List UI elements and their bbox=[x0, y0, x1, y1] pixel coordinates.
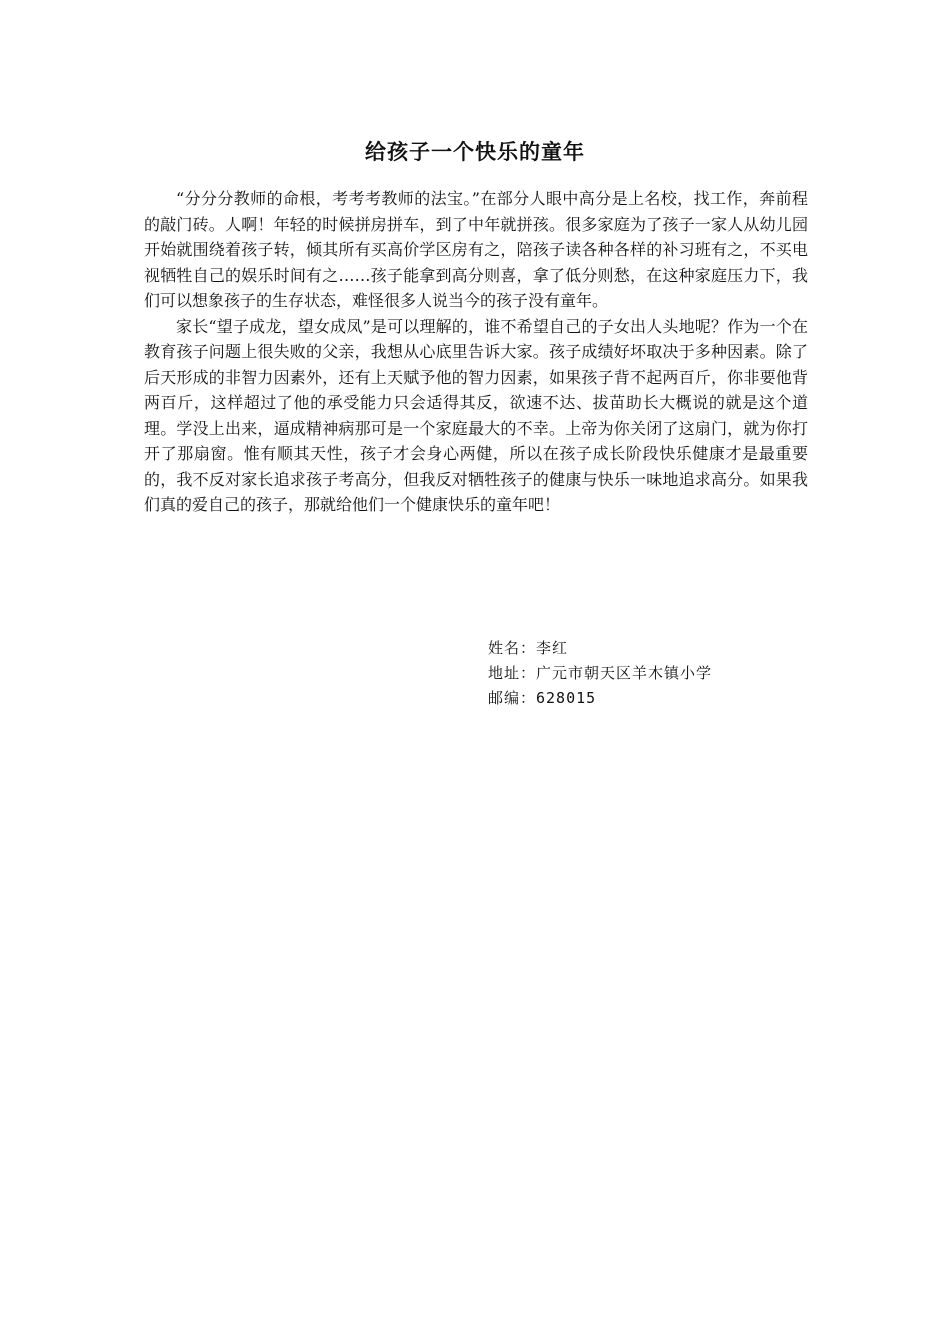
author-address: 地址：广元市朝天区羊木镇小学 bbox=[488, 664, 713, 682]
author-name: 姓名：李红 bbox=[488, 639, 569, 657]
paragraph-1: “分分分教师的命根，考考考教师的法宝。”在部分人眼中高分是上名校，找工作，奔前程的敲门砖。人啊！年轻的时候拼房拼车，到了中年就拼孩。很多家庭为了孩子一家人从幼儿园开始就围绕着孩子转，倾其所有买高价学区房有之，陪孩子读各种各样的补习班有之，不买电视牺牲自己的娱乐时间有之……孩子能拿到高分则喜，拿了低分则愁，在这种家庭压力下，我们可以想象孩子的生存状态，难怪很多人说当今的孩子没有童年。 bbox=[144, 189, 808, 310]
author-signature-block bbox=[488, 636, 818, 711]
author-postcode: 邮编：628015 bbox=[488, 689, 597, 707]
document-body bbox=[144, 186, 808, 518]
paragraph-2: 家长“望子成龙，望女成凤”是可以理解的，谁不希望自己的子女出人头地呢？作为一个在教育孩子问题上很失败的父亲，我想从心底里告诉大家。孩子成绩好坏取决于多种因素。除了后天形成的非智力因素外，还有上天赋予他的智力因素，如果孩子背不起两百斤，你非要他背两百斤，这样超过了他的承受能力只会适得其反，欲速不达、拔苗助长大概说的就是这个道理。学没上出来，逼成精神病那可是一个家庭最大的不幸。上帝为你关闭了这扇门，就为你打开了那扇窗。惟有顺其天性，孩子才会身心两健，所以在孩子成长阶段快乐健康才是最重要的，我不反对家长追求孩子考高分，但我反对牺牲孩子的健康与快乐一味地追求高分。如果我们真的爱自己的孩子，那就给他们一个健康快乐的童年吧！ bbox=[144, 316, 808, 514]
document-title: 给孩子一个快乐的童年 bbox=[365, 140, 585, 164]
